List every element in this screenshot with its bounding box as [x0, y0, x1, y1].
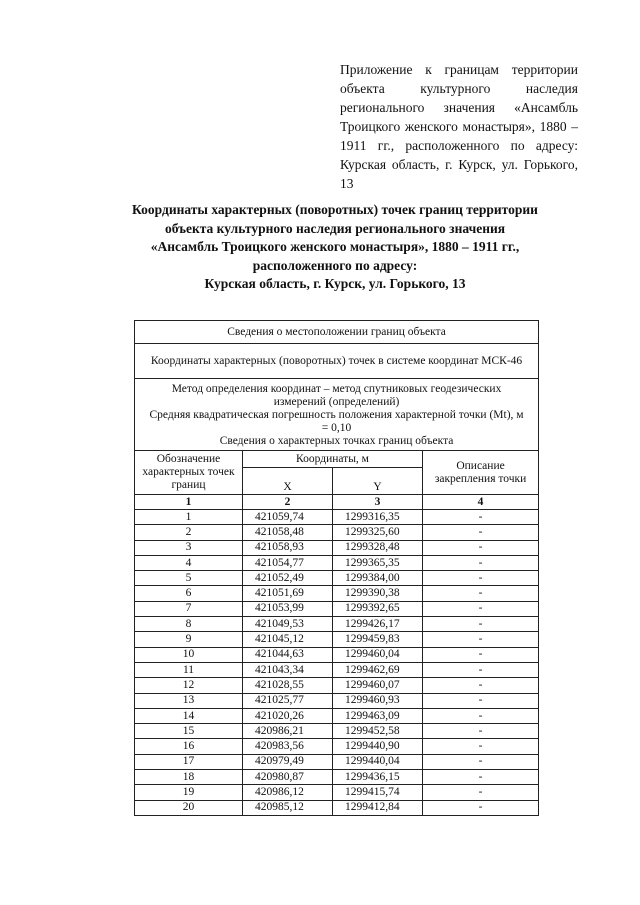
point-number-cell: 13 [135, 693, 243, 708]
coord-x-cell: 421053,99 [243, 601, 333, 616]
description-cell: - [423, 510, 539, 525]
coord-y-cell: 1299365,35 [333, 555, 423, 570]
coord-x-cell: 421043,34 [243, 662, 333, 677]
coord-x-cell: 421045,12 [243, 632, 333, 647]
table-row [135, 586, 539, 601]
point-number-cell: 17 [135, 754, 243, 769]
coord-y-cell: 1299462,69 [333, 662, 423, 677]
coord-y-cell: 1299316,35 [333, 510, 423, 525]
table-row [135, 571, 539, 586]
description-cell: - [423, 800, 539, 815]
coord-x-cell: 420980,87 [243, 770, 333, 785]
table-row [135, 770, 539, 785]
title-line: расположенного по адресу: [252, 257, 418, 273]
coord-y-cell: 1299460,93 [333, 693, 423, 708]
table-row [135, 800, 539, 815]
table-row [135, 693, 539, 708]
table-row [135, 754, 539, 769]
table-row [135, 510, 539, 525]
title-line: объекта культурного наследия регионального значения [164, 220, 506, 236]
point-number-cell: 12 [135, 678, 243, 693]
section-location-header: Сведения о местоположении границ объекта [135, 321, 539, 344]
coord-x-cell: 421059,74 [243, 510, 333, 525]
coord-x-cell: 421058,48 [243, 525, 333, 540]
table-row [135, 555, 539, 570]
annex-note: Приложение к границам территории объекта культурного наследия регионального значения «Ансамбль Троицкого женского монастыря», 1880 – 1911 гг., расположенного по адресу: Курская область, г. Курск, ул. Горького, 13 [340, 62, 578, 191]
point-number-cell: 16 [135, 739, 243, 754]
title-line: Координаты характерных (поворотных) точек границ территории [132, 202, 538, 217]
table-row [135, 662, 539, 677]
header-x: X [243, 468, 333, 495]
coord-x-cell: 421049,53 [243, 617, 333, 632]
point-number-cell: 1 [135, 510, 243, 525]
point-number-cell: 14 [135, 708, 243, 723]
title-line: Курская область, г. Курск, ул. Горького, 13 [204, 276, 466, 291]
coord-x-cell: 421020,26 [243, 708, 333, 723]
description-cell: - [423, 678, 539, 693]
point-number-cell: 15 [135, 724, 243, 739]
coord-y-cell: 1299328,48 [333, 540, 423, 555]
coord-x-cell: 421051,69 [243, 586, 333, 601]
column-number: 2 [243, 495, 333, 510]
column-number: 3 [333, 495, 423, 510]
description-cell: - [423, 632, 539, 647]
point-number-cell: 3 [135, 540, 243, 555]
point-number-cell: 4 [135, 555, 243, 570]
coord-y-cell: 1299390,38 [333, 586, 423, 601]
point-number-cell: 8 [135, 617, 243, 632]
description-cell: - [423, 601, 539, 616]
coord-y-cell: 1299459,83 [333, 632, 423, 647]
table-row [135, 678, 539, 693]
column-number: 4 [423, 495, 539, 510]
description-cell: - [423, 754, 539, 769]
description-cell: - [423, 647, 539, 662]
header-designation: Обозначение характерных точек границ [135, 451, 243, 495]
description-cell: - [423, 555, 539, 570]
description-cell: - [423, 770, 539, 785]
coord-x-cell: 420983,56 [243, 739, 333, 754]
coord-y-cell: 1299412,84 [333, 800, 423, 815]
coordinates-table [134, 320, 539, 816]
coord-y-cell: 1299440,04 [333, 754, 423, 769]
description-cell: - [423, 708, 539, 723]
coord-x-cell: 420985,12 [243, 800, 333, 815]
coord-y-cell: 1299426,17 [333, 617, 423, 632]
description-cell: - [423, 739, 539, 754]
table-row [135, 632, 539, 647]
table-row [135, 540, 539, 555]
header-description: Описание закрепления точки [423, 451, 539, 495]
header-coordinates: Координаты, м [243, 451, 423, 468]
section-method [135, 379, 539, 451]
coord-x-cell: 421052,49 [243, 571, 333, 586]
description-cell: - [423, 617, 539, 632]
coord-y-cell: 1299460,04 [333, 647, 423, 662]
coord-x-cell: 421025,77 [243, 693, 333, 708]
coord-y-cell: 1299325,60 [333, 525, 423, 540]
point-number-cell: 18 [135, 770, 243, 785]
points-info-text: Сведения о характерных точках границ объекта [219, 435, 454, 447]
coord-y-cell: 1299440,90 [333, 739, 423, 754]
point-number-cell: 5 [135, 571, 243, 586]
section-coordinate-system: Координаты характерных (поворотных) точек в системе координат МСК-46 [135, 344, 539, 379]
coord-y-cell: 1299415,74 [333, 785, 423, 800]
description-cell: - [423, 785, 539, 800]
point-number-cell: 7 [135, 601, 243, 616]
method-text: Метод определения координат – метод спутниковых геодезических измерений (определений) [171, 383, 502, 408]
coord-y-cell: 1299463,09 [333, 708, 423, 723]
coord-y-cell: 1299384,00 [333, 571, 423, 586]
table-row [135, 785, 539, 800]
coord-x-cell: 421028,55 [243, 678, 333, 693]
coord-y-cell: 1299460,07 [333, 678, 423, 693]
description-cell: - [423, 662, 539, 677]
point-number-cell: 10 [135, 647, 243, 662]
coord-x-cell: 421054,77 [243, 555, 333, 570]
table-row [135, 601, 539, 616]
point-number-cell: 19 [135, 785, 243, 800]
coord-x-cell: 420979,49 [243, 754, 333, 769]
document-title [60, 201, 610, 294]
coord-x-cell: 421044,63 [243, 647, 333, 662]
description-cell: - [423, 586, 539, 601]
point-number-cell: 11 [135, 662, 243, 677]
table-row [135, 647, 539, 662]
description-cell: - [423, 571, 539, 586]
coord-x-cell: 420986,21 [243, 724, 333, 739]
description-cell: - [423, 724, 539, 739]
table-row [135, 617, 539, 632]
accuracy-text: Средняя квадратическая погрешность положения характерной точки (Mt), м = 0,10 [149, 409, 524, 434]
coord-y-cell: 1299392,65 [333, 601, 423, 616]
description-cell: - [423, 693, 539, 708]
table-row [135, 739, 539, 754]
description-cell: - [423, 525, 539, 540]
table-row [135, 525, 539, 540]
coord-x-cell: 420986,12 [243, 785, 333, 800]
column-number: 1 [135, 495, 243, 510]
description-cell: - [423, 540, 539, 555]
header-y: Y [333, 468, 423, 495]
point-number-cell: 20 [135, 800, 243, 815]
title-line: «Ансамбль Троицкого женского монастыря», 1880 – 1911 гг., [150, 239, 520, 254]
table-row [135, 724, 539, 739]
point-number-cell: 9 [135, 632, 243, 647]
point-number-cell: 2 [135, 525, 243, 540]
point-number-cell: 6 [135, 586, 243, 601]
coord-x-cell: 421058,93 [243, 540, 333, 555]
table-row [135, 708, 539, 723]
coord-y-cell: 1299436,15 [333, 770, 423, 785]
coord-y-cell: 1299452,58 [333, 724, 423, 739]
